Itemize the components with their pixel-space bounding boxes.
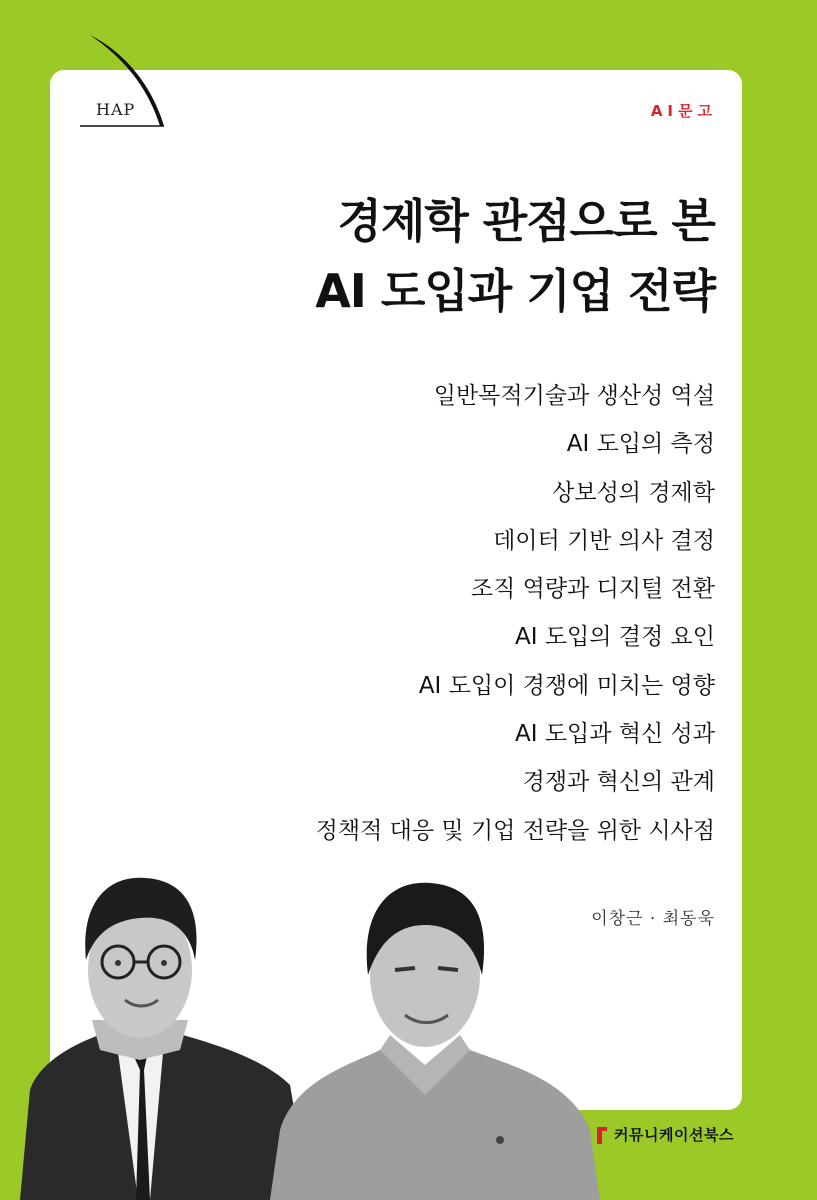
topic-item: 조직 역량과 디지털 전환 bbox=[470, 576, 715, 603]
author-names: 이창근 · 최동욱 bbox=[591, 909, 715, 929]
topic-list bbox=[316, 372, 715, 855]
author-photo-left bbox=[20, 870, 310, 1200]
topic-item: AI 도입과 혁신 성과 bbox=[515, 721, 715, 748]
topic-item: 정책적 대응 및 기업 전략을 위한 시사점 bbox=[315, 817, 715, 844]
press-mark-icon bbox=[596, 1125, 608, 1145]
author-photo-right bbox=[270, 880, 600, 1200]
publisher-logo-text: HAP bbox=[96, 100, 136, 119]
series-label: AI문고 bbox=[650, 102, 717, 120]
topic-item: 경쟁과 혁신의 관계 bbox=[522, 769, 715, 796]
topic-item: AI 도입이 경쟁에 미치는 영향 bbox=[418, 672, 715, 699]
topic-item: 일반목적기술과 생산성 역설 bbox=[433, 383, 715, 409]
title-line-1: 경제학 관점으로 본 bbox=[337, 194, 715, 248]
title-line-2: AI 도입과 기업 전략 bbox=[315, 264, 715, 318]
press-logo bbox=[596, 1124, 734, 1145]
topic-item: 상보성의 경제학 bbox=[552, 479, 715, 506]
topic-item: 데이터 기반 의사 결정 bbox=[493, 527, 715, 554]
book-title bbox=[315, 186, 715, 326]
topic-item: AI 도입의 측정 bbox=[566, 431, 715, 458]
topic-item: AI 도입의 결정 요인 bbox=[515, 624, 715, 651]
press-name: 커뮤니케이션북스 bbox=[614, 1126, 734, 1144]
